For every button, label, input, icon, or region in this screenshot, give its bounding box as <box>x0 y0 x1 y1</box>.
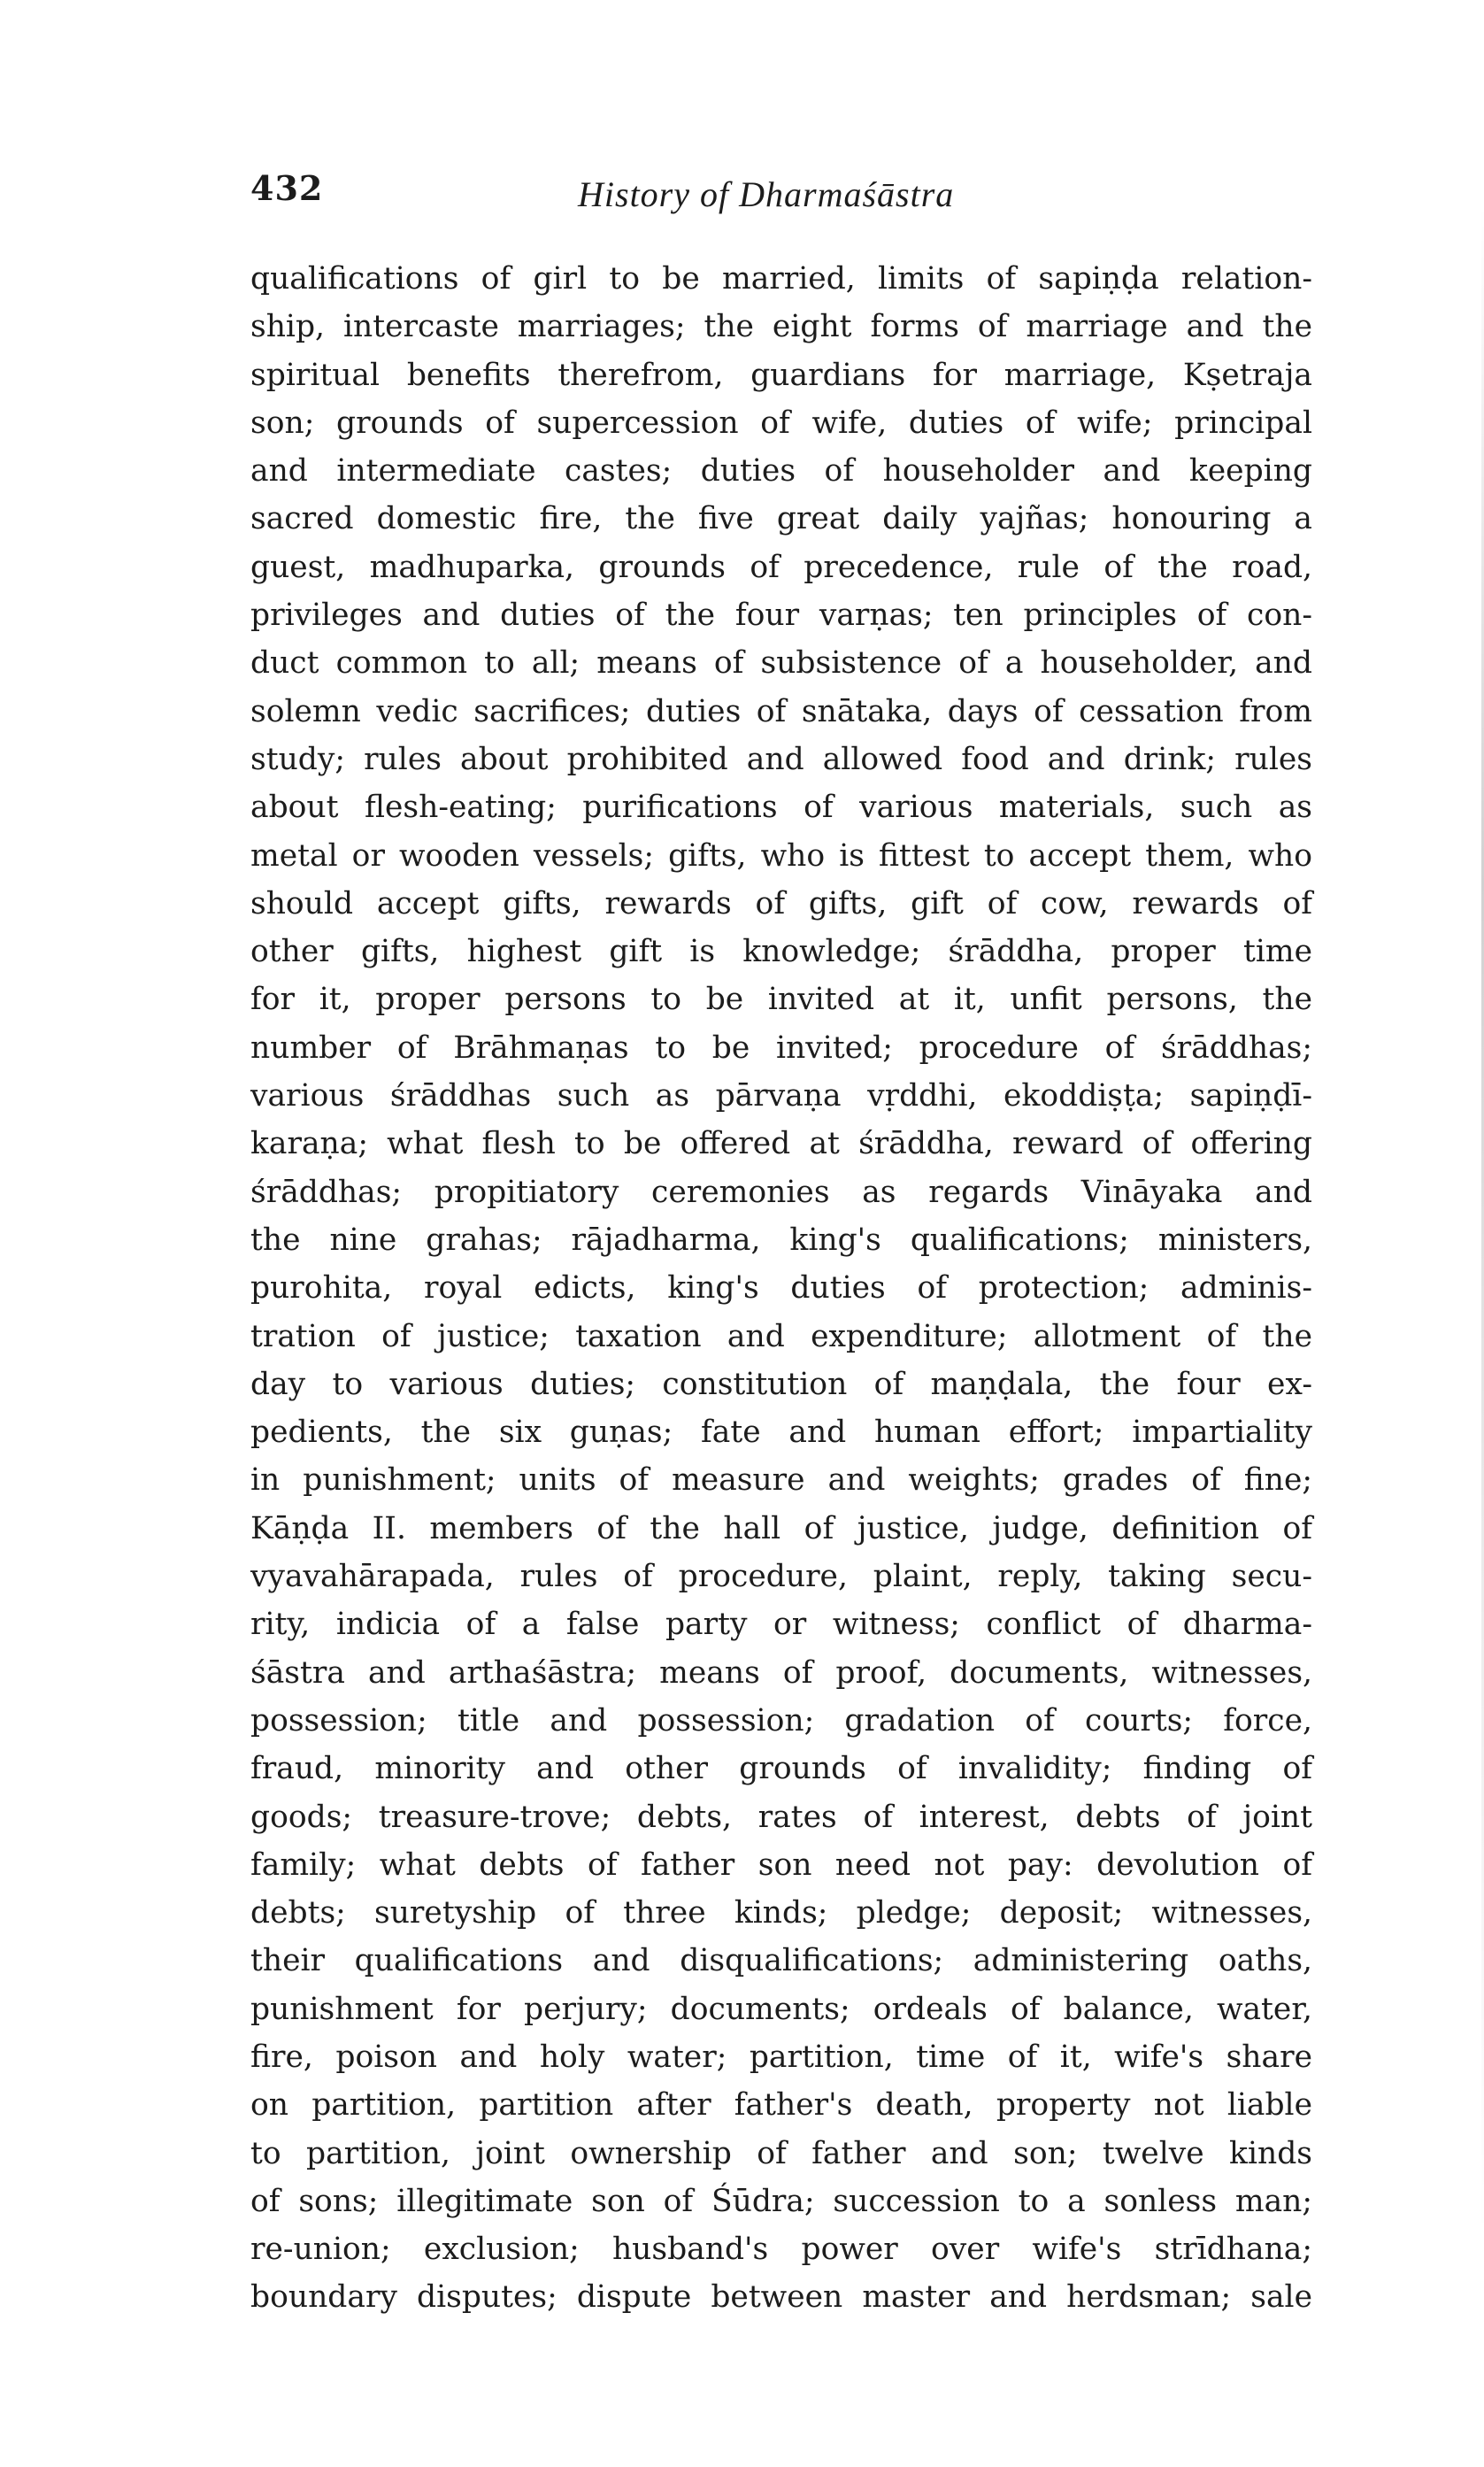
text-line: fire, poison and holy water; partition, time of it, wife's share <box>250 2039 1312 2075</box>
page-header <box>250 168 1312 221</box>
text-line: to partition, joint ownership of father and son; twelve kinds <box>250 2135 1312 2171</box>
text-line: tration of justice; taxation and expenditure; allotment of the <box>250 1318 1312 1354</box>
text-line: duct common to all; means of subsistence of a householder, and <box>250 645 1312 682</box>
text-line: karaṇa; what flesh to be offered at śrāddha, reward of offering <box>250 1126 1312 1162</box>
text-line: rity, indicia of a false party or witness; conflict of dharma- <box>250 1607 1312 1643</box>
text-line: in punishment; units of measure and weights; grades of fine; <box>250 1462 1312 1499</box>
text-line: family; what debts of father son need not pay: devolution of <box>250 1846 1312 1883</box>
running-title: History of Dharmaśāstra <box>578 174 955 214</box>
page-number: 432 <box>250 168 324 208</box>
text-line: other gifts, highest gift is knowledge; śrāddha, proper time <box>250 934 1312 970</box>
text-line: punishment for perjury; documents; ordeals of balance, water, <box>250 1991 1312 2027</box>
text-line: their qualifications and disqualifications; administering oaths, <box>250 1943 1312 1979</box>
text-line: guest, madhuparka, grounds of precedence, rule of the road, <box>250 549 1312 585</box>
text-line: of sons; illegitimate son of Śūdra; succession to a sonless man; <box>250 2183 1312 2219</box>
text-line: on partition, partition after father's death, property not liable <box>250 2087 1312 2124</box>
text-line: re-union; exclusion; husband's power over wife's strīdhana; <box>250 2232 1312 2268</box>
text-line: pedients, the six guṇas; fate and human effort; impartiality <box>250 1415 1312 1451</box>
text-line: vyavahārapada, rules of procedure, plaint, reply, taking secu- <box>250 1559 1312 1595</box>
text-line: about flesh-eating; purifications of various materials, such as <box>250 790 1312 826</box>
text-line: study; rules about prohibited and allowed food and drink; rules <box>250 741 1312 777</box>
text-line: purohita, royal edicts, king's duties of protection; adminis- <box>250 1270 1312 1307</box>
text-line: solemn vedic sacrifices; duties of snātaka, days of cessation from <box>250 693 1312 729</box>
text-line: day to various duties; constitution of maṇḍala, the four ex- <box>250 1366 1312 1402</box>
text-line: debts; suretyship of three kinds; pledge; deposit; witnesses, <box>250 1895 1312 1931</box>
text-line: and intermediate castes; duties of householder and keeping <box>250 453 1312 490</box>
text-line: qualifications of girl to be married, limits of sapiṇḍa relation- <box>250 261 1312 297</box>
text-line: spiritual benefits therefrom, guardians for marriage, Kṣetraja <box>250 357 1312 393</box>
text-line: son; grounds of supercession of wife, duties of wife; principal <box>250 405 1312 441</box>
text-line: number of Brāhmaṇas to be invited; procedure of śrāddhas; <box>250 1029 1312 1066</box>
text-line: sacred domestic fire, the five great daily yajñas; honouring a <box>250 501 1312 537</box>
text-line: metal or wooden vessels; gifts, who is fittest to accept them, who <box>250 837 1312 874</box>
text-line: Kāṇḍa II. members of the hall of justice, judge, definition of <box>250 1510 1312 1546</box>
text-line: goods; treasure-trove; debts, rates of interest, debts of joint <box>250 1799 1312 1835</box>
text-line: should accept gifts, rewards of gifts, gift of cow, rewards of <box>250 885 1312 921</box>
text-line: privileges and duties of the four varṇas; ten principles of con- <box>250 597 1312 634</box>
text-line: śāstra and arthaśāstra; means of proof, documents, witnesses, <box>250 1654 1312 1691</box>
text-line: various śrāddhas such as pārvaṇa vṛddhi, ekoddiṣṭa; sapiṇḍī- <box>250 1078 1312 1114</box>
text-line: possession; title and possession; gradation of courts; force, <box>250 1702 1312 1738</box>
text-line: śrāddhas; propitiatory ceremonies as regards Vināyaka and <box>250 1174 1312 1210</box>
text-line: boundary disputes; dispute between master and herdsman; sale <box>250 2279 1312 2316</box>
body-paragraph <box>250 255 1312 2322</box>
text-line: the nine grahas; rājadharma, king's qualifications; ministers, <box>250 1222 1312 1258</box>
text-line: fraud, minority and other grounds of invalidity; finding of <box>250 1751 1312 1787</box>
text-line: for it, proper persons to be invited at it, unfit persons, the <box>250 982 1312 1018</box>
text-line: ship, intercaste marriages; the eight forms of marriage and the <box>250 309 1312 345</box>
